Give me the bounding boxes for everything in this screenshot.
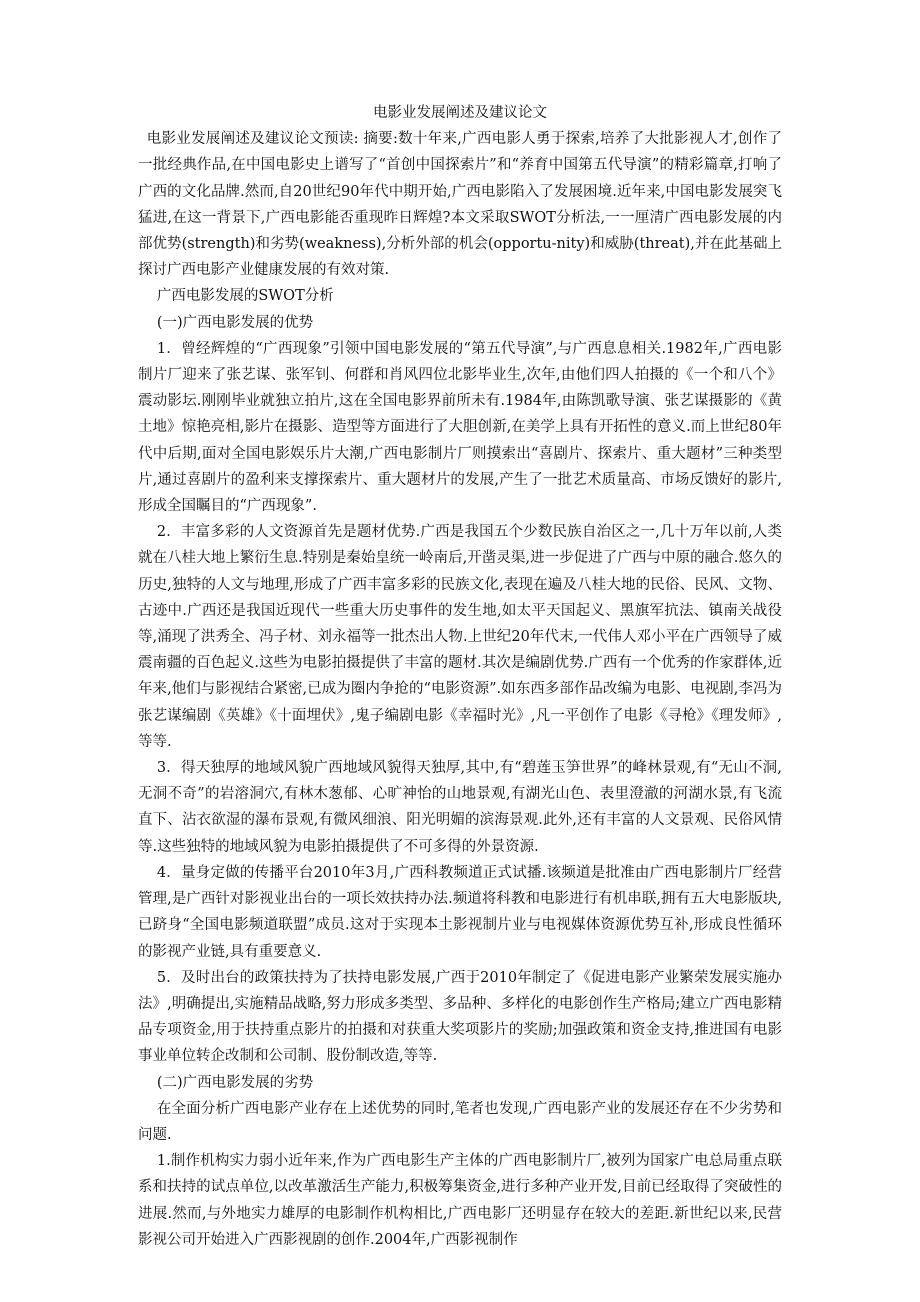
body-paragraph: 3．得天独厚的地域风貌广西地域风貌得天独厚,其中,有“碧莲玉笋世界”的峰林景观,有“无山不洞,无洞不奇”的岩溶洞穴,有林木葱郁、心旷神怡的山地景观,有湖光山色、表里澄澈的河湖水景,有飞流直下、沾衣欲湿的瀑布景观,有微风细浪、阳光明媚的滨海景观.此外,还有丰富的人文景观、民俗风情等.这些独特的地域风貌为电影拍摄提供了不可多得的外景资源.	[138, 760, 782, 855]
document-title: 电影业发展阐述及建议论文	[373, 105, 547, 121]
body-paragraph: 4．量身定做的传播平台2010年3月,广西科教频道正式试播.该频道是批准由广西电影制片厂经营管理,是广西针对影视业出台的一项长效扶持办法.频道将科教和电影进行有机串联,拥有五大电影版块,已跻身“全国电影频道联盟”成员.这对于实现本土影视制片业与电视媒体资源优势互补,形成良性循环的影视产业链,具有重要意义.	[138, 864, 782, 960]
body-paragraph: 1．曾经辉煌的“广西现象”引领中国电影发展的“第五代导演”,与广西息息相关.1982年,广西电影制片厂迎来了张艺谋、张军钊、何群和肖风四位北影毕业生,次年,由他们四人拍摄的《一个和八个》震动影坛.刚刚毕业就独立拍片,这在全国电影界前所未有.1984年,由陈凯歌导演、张艺谋摄影的《黄土地》惊艳亮相,影片在摄影、造型等方面进行了大胆创新,在美学上具有开拓性的意义.而上世纪80年代中后期,面对全国电影娱乐片大潮,广西电影制片厂则摸索出“喜剧片、探索片、重大题材”三种类型片,通过喜剧片的盈利来支撑探索片、重大题材片的发展,产生了一批艺术质量高、市场反馈好的影片,形成全国瞩目的“广西现象”.	[138, 340, 782, 515]
abstract-paragraph: 电影业发展阐述及建议论文预读: 摘要:数十年来,广西电影人勇于探索,培养了大批影视人才,创作了一批经典作品,在中国电影史上谱写了“首创中国探索片”和“养育中国第五代导演”的精彩篇章,打响了广西的文化品牌.然而,自20世纪90年代中期开始,广西电影陷入了发展困境.近年来,中国电影发展突飞猛进,在这一背景下,广西电影能否重现昨日辉煌?本文采取SWOT分析法,一一厘清广西电影发展的内部优势(strength)和劣势(weakness),分析外部的机会(opportu-nity)和威胁(threat),并在此基础上探讨广西电影产业健康发展的有效对策.	[138, 131, 782, 279]
body-paragraph: 在全面分析广西电影产业存在上述优势的同时,笔者也发现,广西电影产业的发展还存在不少劣势和问题.	[138, 1100, 782, 1143]
body-paragraph: 5．及时出台的政策扶持为了扶持电影发展,广西于2010年制定了《促进电影产业繁荣发展实施办法》,明确提出,实施精品战略,努力形成多类型、多品种、多样化的电影创作生产格局;建立广西电影精品专项资金,用于扶持重点影片的拍摄和对获重大奖项影片的奖励;加强政策和资金支持,推进国有电影事业单位转企改制和公司制、股份制改造,等等.	[138, 969, 782, 1065]
document-page	[138, 100, 782, 1253]
subsection-heading-weaknesses: (二)广西电影发展的劣势	[156, 1074, 314, 1091]
body-paragraph: 1.制作机构实力弱小近年来,作为广西电影生产主体的广西电影制片厂,被列为国家广电总局重点联系和扶持的试点单位,以改革激活生产能力,积极筹集资金,进行多种产业开发,目前已经取得了突破性的进展.然而,与外地实力雄厚的电影制作机构相比,广西电影厂还明显存在较大的差距.新世纪以来,民营影视公司开始进入广西影视剧的创作.2004年,广西影视制作	[138, 1153, 782, 1248]
body-paragraph: 2．丰富多彩的人文资源首先是题材优势.广西是我国五个少数民族自治区之一,几十万年以前,人类就在八桂大地上繁衍生息.特别是秦始皇统一岭南后,开凿灵渠,进一步促进了广西与中原的融合.悠久的历史,独特的人文与地理,形成了广西丰富多彩的民族文化,表现在遍及八桂大地的民俗、民风、文物、古迹中.广西还是我国近现代一些重大历史事件的发生地,如太平天国起义、黑旗军抗法、镇南关战役等,涌现了洪秀全、冯子材、刘永福等一批杰出人物.上世纪20年代末,一代伟人邓小平在广西领导了威震南疆的百色起义.这些为电影拍摄提供了丰富的题材.其次是编剧优势.广西有一个优秀的作家群体,近年来,他们与影视结合紧密,已成为圈内争抢的“电影资源”.如东西多部作品改编为电影、电视剧,李冯为张艺谋编剧《英雄》《十面埋伏》,鬼子编剧电影《幸福时光》,凡一平创作了电影《寻枪》《理发师》,等等.	[138, 524, 782, 750]
section-heading-swot: 广西电影发展的SWOT分析	[156, 288, 334, 305]
subsection-heading-strengths: (一)广西电影发展的优势	[156, 314, 314, 331]
